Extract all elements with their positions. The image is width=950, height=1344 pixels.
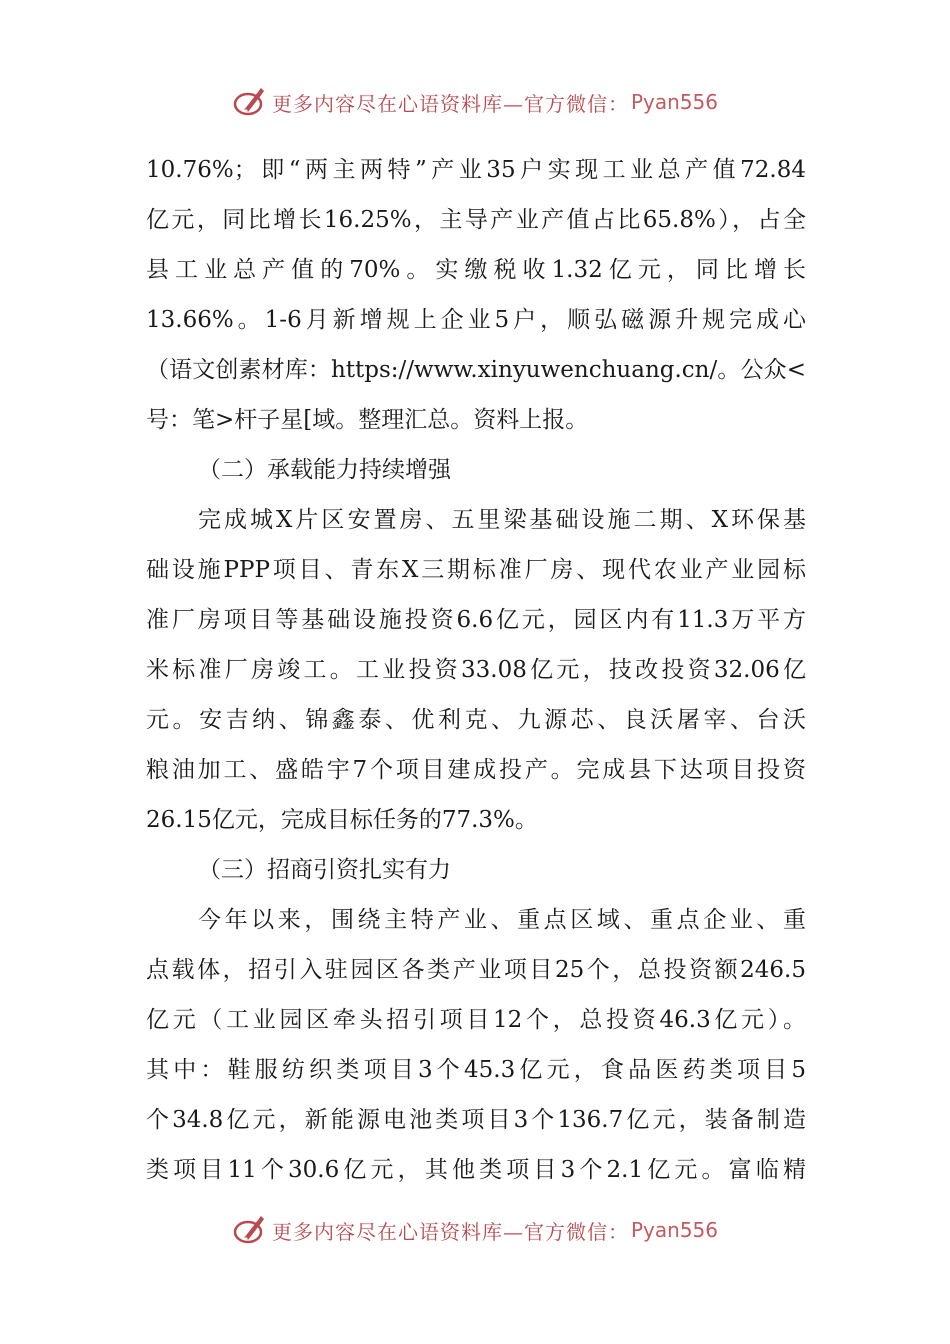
pen-nib-logo-icon bbox=[232, 84, 268, 120]
footer-watermark-banner bbox=[0, 1208, 950, 1252]
text-line: （语文创素材库：https://www.xinyuwenchuang.cn/。公众< bbox=[146, 357, 806, 383]
text-line: 点载体，招引入驻园区各类产业项目25个，总投资额246.5 bbox=[146, 957, 806, 983]
text-line: 准厂房项目等基础设施投资6.6亿元，园区内有11.3万平方 bbox=[146, 607, 806, 633]
banner-wechat-id: Pyan556 bbox=[630, 90, 718, 114]
text-line: 粮油加工、盛皓宇7个项目建成投产。完成县下达项目投资 bbox=[146, 757, 806, 783]
text-line: 10.76%；即“两主两特”产业35户实现工业总产值72.84 bbox=[146, 157, 806, 183]
banner-text: 更多内容尽在心语资料库—官方微信： bbox=[271, 91, 629, 116]
text-line: 亿元（工业园区牵头招引项目12个，总投资46.3亿元）。 bbox=[146, 1007, 806, 1033]
text-line: 今年以来，围绕主特产业、重点区域、重点企业、重 bbox=[198, 907, 806, 933]
text-line: 个34.8亿元，新能源电池类项目3个136.7亿元，装备制造 bbox=[146, 1107, 806, 1133]
text-line: 26.15亿元，完成目标任务的77.3%。 bbox=[146, 807, 538, 833]
section-heading-2: （二）承载能力持续增强 bbox=[198, 457, 451, 483]
section-heading-3: （三）招商引资扎实有力 bbox=[198, 857, 451, 883]
text-line: 其中：鞋服纺织类项目3个45.3亿元，食品医药类项目5 bbox=[146, 1057, 806, 1083]
text-line: 完成城X片区安置房、五里梁基础设施二期、X环保基 bbox=[198, 507, 806, 533]
header-watermark-banner bbox=[0, 80, 950, 124]
text-line: 县工业总产值的70%。实缴税收1.32亿元，同比增长 bbox=[146, 257, 806, 283]
text-line: 号：笔>杆子星[域。整理汇总。资料上报。 bbox=[146, 407, 589, 433]
text-line: 13.66%。1-6月新增规上企业5户，顺弘磁源升规完成心 bbox=[146, 307, 806, 333]
text-line: 元。安吉纳、锦鑫泰、优利克、九源芯、良沃屠宰、台沃 bbox=[146, 707, 806, 733]
text-line: 米标准厂房竣工。工业投资33.08亿元，技改投资32.06亿 bbox=[146, 657, 806, 683]
text-line: 础设施PPP项目、青东X三期标准厂房、现代农业产业园标 bbox=[146, 557, 806, 583]
pen-nib-logo-icon bbox=[232, 1212, 268, 1248]
banner-wechat-id: Pyan556 bbox=[630, 1218, 718, 1242]
text-line: 类项目11个30.6亿元，其他类项目3个2.1亿元。富临精 bbox=[146, 1157, 806, 1183]
document-body bbox=[146, 145, 806, 1195]
banner-text: 更多内容尽在心语资料库—官方微信： bbox=[271, 1219, 629, 1244]
text-line: 亿元，同比增长16.25%，主导产业产值占比65.8%），占全 bbox=[146, 207, 806, 233]
